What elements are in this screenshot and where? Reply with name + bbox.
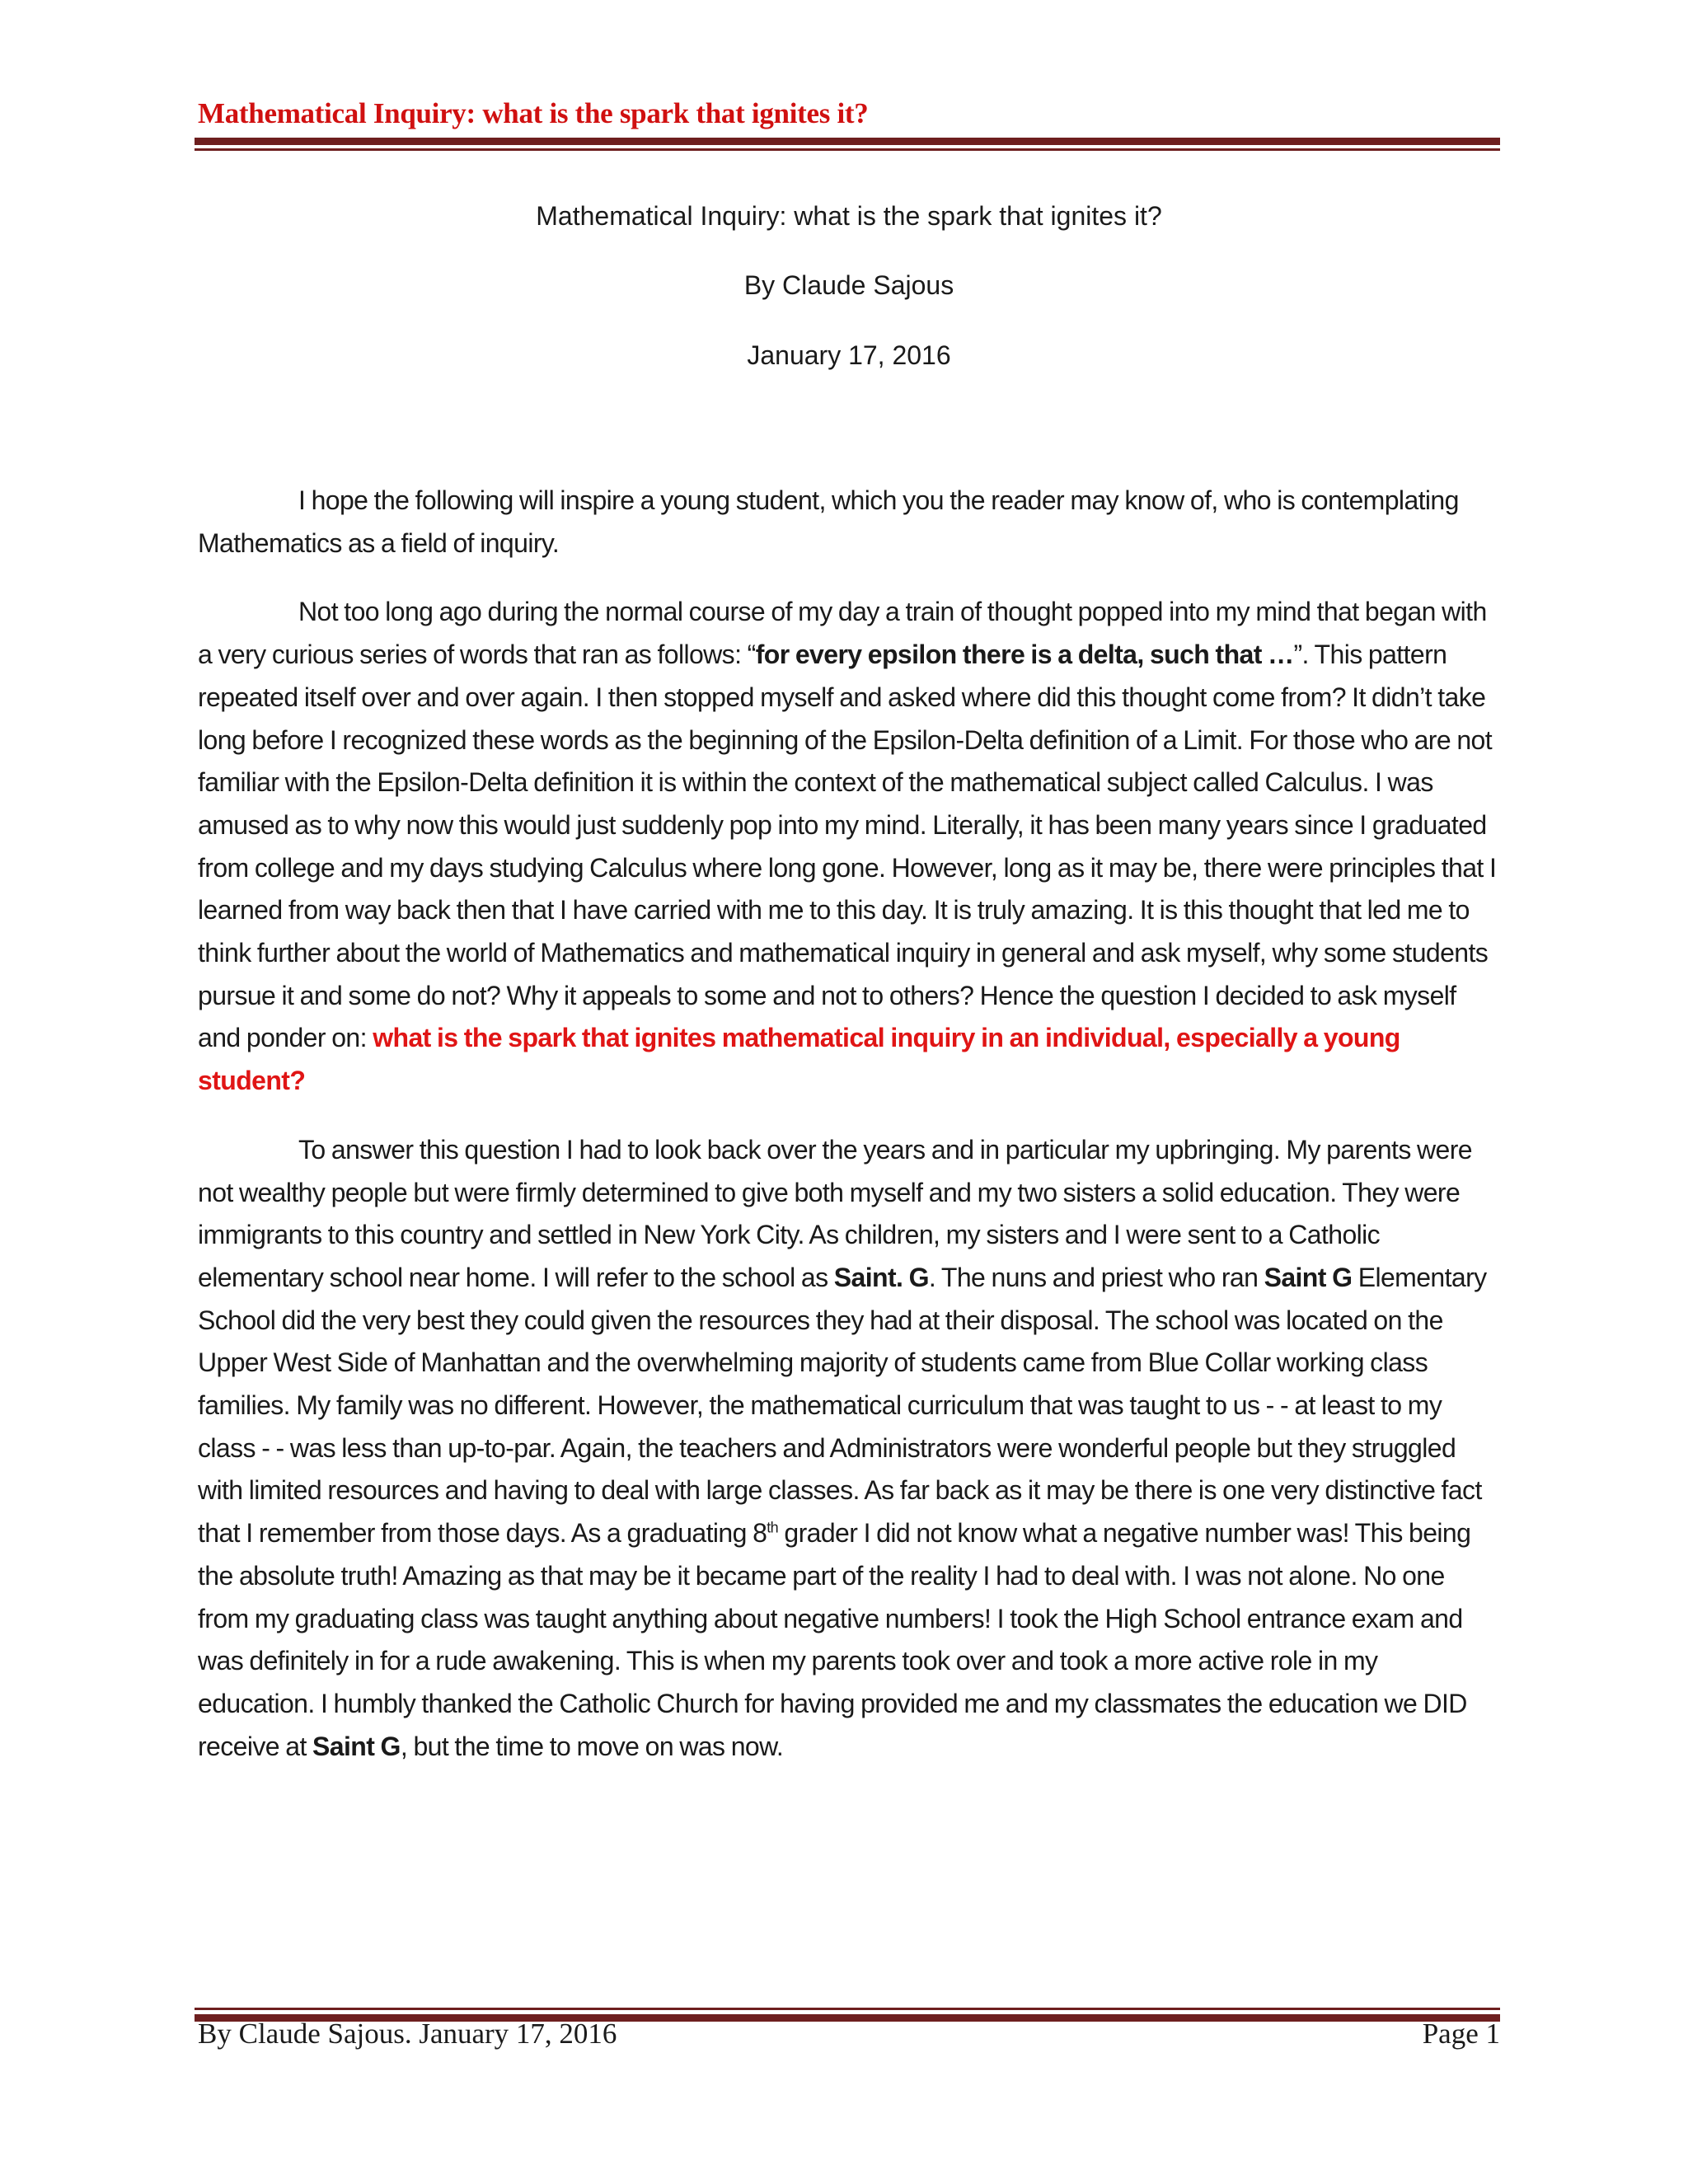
paragraph-3-text-b: . The nuns and priest who ran [928, 1262, 1264, 1292]
epsilon-delta-quote: for every epsilon there is a delta, such that … [755, 640, 1294, 670]
ordinal-suffix: th [767, 1519, 779, 1536]
header-rule-thick [195, 138, 1500, 145]
paragraph-2-text-a: Not too long ago during the normal course of my day a train of thought popped into my mind that began with a very curious series of words that ran as follows: “ [198, 597, 1487, 670]
paragraph-2 [198, 591, 1500, 1102]
document-author: By Claude Sajous [743, 270, 954, 300]
paragraph-3-text-c: Elementary School did the very best they could given the resources they had at their disposal. The school was located on the Upper West Side of Manhattan and the overwhelming majority of students came from Blue Collar working class families. My family was no different. However, the mathematical curriculum that was taught to us - - at least to my class - - was less than up-to-par. Again, the teachers and Administrators were wonderful people but they struggled with limited resources and having to deal with large classes. As far back as it may be there is one very distinctive fact that I remember from those days. As a graduating 8 [198, 1262, 1487, 1549]
document-body [198, 480, 1500, 1794]
page-number: Page 1 [1422, 2018, 1500, 2050]
school-name-2: Saint G [1264, 1262, 1353, 1292]
school-name-3: Saint G [312, 1731, 401, 1761]
paragraph-1 [198, 480, 1500, 565]
paragraph-3-text-d: grader I did not know what a negative number was! This being the absolute truth! Amazing as that may be it became part of the reality I had to deal with. I was not alone. No one from my graduating class was taught anything about negative numbers! I took the High School entrance exam and was definitely in for a rude awakening. This is when my parents took over and took a more active role in my education. I humbly thanked the Catholic Church for having provided me and my classmates the education we DID receive at [198, 1518, 1471, 1761]
paragraph-1-text: I hope the following will inspire a young student, which you the reader may know of, who is contemplating Mathematics as a field of inquiry. [198, 485, 1459, 558]
paragraph-3 [198, 1129, 1500, 1769]
paragraph-2-text-b: ”. This pattern repeated itself over and over again. I then stopped myself and asked where did this thought come from? It didn’t take long before I recognized these words as the beginning of the Epsilon-Delta definition of a Limit. For those who are not familiar with the Epsilon-Delta definition it is within the context of the mathematical subject called Calculus. I was amused as to why now this would just suddenly pop into my mind. Literally, it has been many years since I graduated from college and my days studying Calculus where long gone. However, long as it may be, there were principles that I learned from way back then that I have carried with me to this day. It is truly amazing. It is this thought that led me to think further about the world of Mathematics and mathematical inquiry in general and ask myself, why some students pursue it and some do not? Why it appeals to some and not to others? Hence the question I decided to ask myself and ponder on: [198, 640, 1497, 1053]
spark-question: what is the spark that ignites mathematical inquiry in an individual, especially a young student? [198, 1023, 1400, 1096]
footer-author-date: By Claude Sajous. January 17, 2016 [198, 2018, 617, 2050]
footer-rule-thin [195, 2008, 1500, 2010]
document-date: January 17, 2016 [747, 340, 951, 370]
header-rule-thin [195, 148, 1500, 151]
paragraph-3-text-a: To answer this question I had to look back over the years and in particular my upbringing. My parents were not wealthy people but were firmly determined to give both myself and my two sisters a solid education. They were immigrants to this country and settled in New York City. As children, my sisters and I were sent to a Catholic elementary school near home. I will refer to the school as [198, 1134, 1472, 1292]
running-header: Mathematical Inquiry: what is the spark that ignites it? [198, 97, 869, 129]
paragraph-3-text-e: , but the time to move on was now. [400, 1731, 784, 1761]
document-title: Mathematical Inquiry: what is the spark that ignites it? [536, 201, 1162, 231]
school-name-1: Saint. G [833, 1262, 929, 1292]
